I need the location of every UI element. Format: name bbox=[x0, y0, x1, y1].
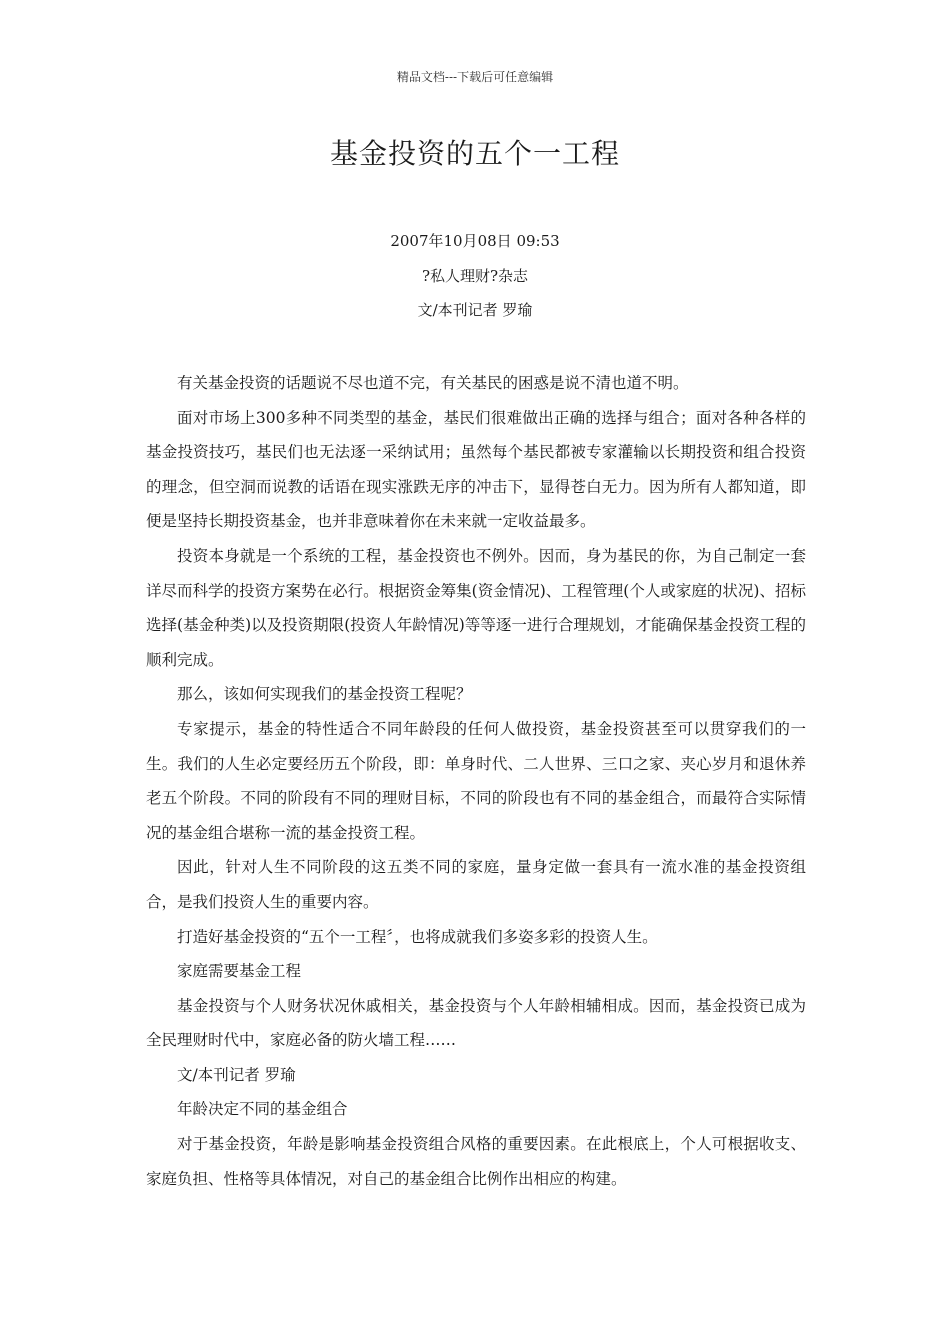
article-source: ?私人理财?杂志 bbox=[421, 267, 529, 285]
paragraph: 那么，该如何实现我们的基金投资工程呢？ bbox=[177, 685, 472, 704]
paragraph: 有关基金投资的话题说不尽也道不完，有关基民的困惑是说不清也道不明。 bbox=[177, 374, 689, 392]
paragraph: 面对市场上300多种不同类型的基金，基民们很难做出正确的选择与组合；面对各种各样的基金投资技巧，基民们也无法逐一采纳试用；虽然每个基民都被专家灌输以长期投资和组合投资的理念，但空洞而说教的话语在现实涨跌无序的冲击下，显得苍白无力。因为所有人都知道，即便是坚持长期投资基金，也并非意味着你在未来就一定收益最多。 bbox=[146, 408, 806, 531]
paragraph: 投资本身就是一个系统的工程，基金投资也不例外。因而，身为基民的你，为自己制定一套详尽而科学的投资方案势在必行。根据资金筹集(资金情况)、工程管理(个人或家庭的状况)、招标选择(基金种类)以及投资期限(投资人年龄情况)等等逐一进行合理规划，才能确保基金投资工程的顺利完成。 bbox=[146, 546, 806, 669]
section-heading: 年龄决定不同的基金组合 bbox=[177, 1100, 348, 1119]
header-watermark: 精品文档---下载后可任意编辑 bbox=[396, 70, 554, 84]
article-byline: 文/本刊记者 罗瑜 bbox=[417, 301, 533, 319]
article-body bbox=[146, 366, 806, 1196]
section-heading: 家庭需要基金工程 bbox=[177, 962, 302, 981]
article-date: 2007年10月08日 09:53 bbox=[390, 232, 560, 250]
paragraph: 基金投资与个人财务状况休戚相关，基金投资与个人年龄相辅相成。因而，基金投资已成为全民理财时代中，家庭必备的防火墙工程…… bbox=[146, 996, 806, 1050]
paragraph: 专家提示，基金的特性适合不同年龄段的任何人做投资，基金投资甚至可以贯穿我们的一生。我们的人生必定要经历五个阶段，即：单身时代、二人世界、三口之家、夹心岁月和退休养老五个阶段。不同的阶段有不同的理财目标，不同的阶段也有不同的基金组合，而最符合实际情况的基金组合堪称一流的基金投资工程。 bbox=[146, 719, 806, 842]
byline-repeat: 文/本刊记者 罗瑜 bbox=[177, 1065, 296, 1084]
paragraph: 打造好基金投资的“五个一工程〞，也将成就我们多姿多彩的投资人生。 bbox=[177, 927, 658, 946]
paragraph: 因此，针对人生不同阶段的这五类不同的家庭，量身定做一套具有一流水准的基金投资组合，是我们投资人生的重要内容。 bbox=[146, 858, 806, 911]
paragraph: 对于基金投资，年龄是影响基金投资组合风格的重要因素。在此根底上，个人可根据收支、家庭负担、性格等具体情况，对自己的基金组合比例作出相应的构建。 bbox=[146, 1135, 806, 1188]
article-title: 基金投资的五个一工程 bbox=[329, 137, 620, 170]
